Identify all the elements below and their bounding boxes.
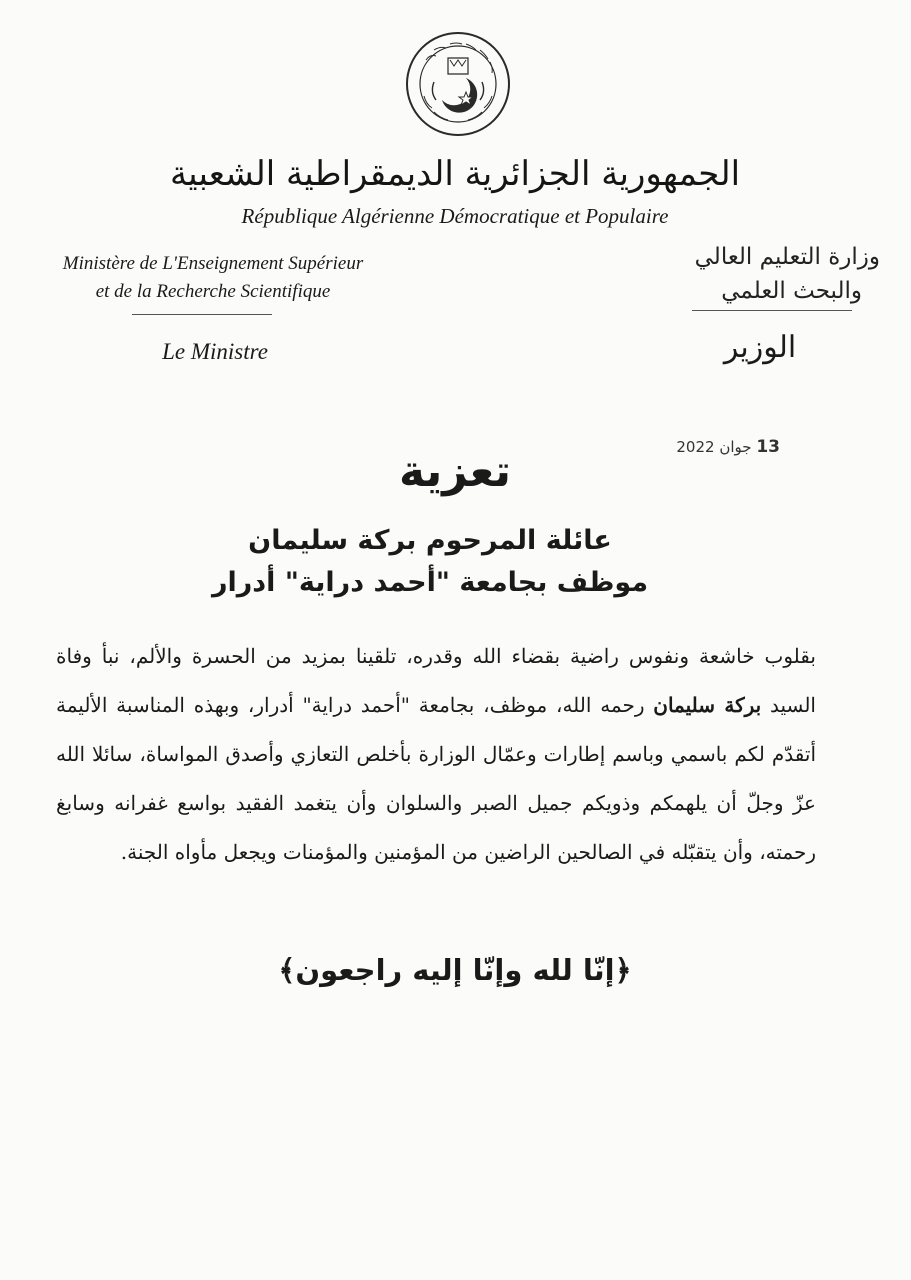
minister-title-fr: Le Ministre bbox=[162, 339, 268, 364]
ministry-name-fr bbox=[28, 250, 398, 306]
ministry-name-ar-line1: وزارة التعليم العالي bbox=[694, 244, 880, 270]
date-month: جوان bbox=[719, 438, 752, 456]
letter-body bbox=[56, 632, 816, 877]
letter-body-part1: بقلوب خاشعة ونفوس راضية بقضاء الله وقدره، تلقينا بمزيد من الحسرة والألم، نبأ وفاة السيد bbox=[56, 644, 816, 717]
ministry-name-fr-line2: et de la Recherche Scientifique bbox=[95, 281, 331, 302]
ministry-name-fr-line1: Ministère de L'Enseignement Supérieur bbox=[62, 253, 364, 274]
date-day: 13 bbox=[756, 437, 780, 457]
ministry-name-ar bbox=[630, 240, 880, 308]
letter-subtitle-employee: موظف بجامعة "أحمد دراية" أدرار bbox=[211, 567, 649, 598]
letter-heading: تعزية bbox=[399, 446, 511, 497]
deceased-name: بركة سليمان bbox=[653, 693, 762, 717]
divider-ar bbox=[692, 310, 852, 311]
ministry-name-ar-line2: والبحث العلمي bbox=[721, 278, 862, 304]
letter-closing: ﴿إنّا لله وإنّا إليه راجعون﴾ bbox=[278, 953, 632, 987]
letter-body-part2: رحمه الله، موظف، بجامعة "أحمد دراية" أدرار، وبهذه المناسبة الأليمة أتقدّم لكم باسمي وباسم إطارات وعمّال الوزارة بأخلص التعازي وأصدق المواساة، سائلا الله عزّ وجلّ أن يلهمكم وذويكم جميل الصبر والسلوان وأن يتغمد الفقيد بواسع غفرانه وسابغ رحمته، وأن يتقبّله في الصالحين الراضين من المؤمنين والمؤمنات ويجعل مأواه الجنة. bbox=[56, 693, 816, 864]
republic-title-fr: République Algérienne Démocratique et Populaire bbox=[241, 204, 669, 228]
republic-title-ar: الجمهورية الجزائرية الديمقراطية الشعبية bbox=[169, 154, 741, 194]
minister-title-ar: الوزير bbox=[723, 330, 797, 365]
divider-fr bbox=[132, 314, 272, 315]
algeria-emblem-icon bbox=[404, 30, 512, 138]
letter-subtitle-family: عائلة المرحوم بركة سليمان bbox=[248, 525, 612, 556]
date-year: 2022 bbox=[676, 438, 715, 456]
